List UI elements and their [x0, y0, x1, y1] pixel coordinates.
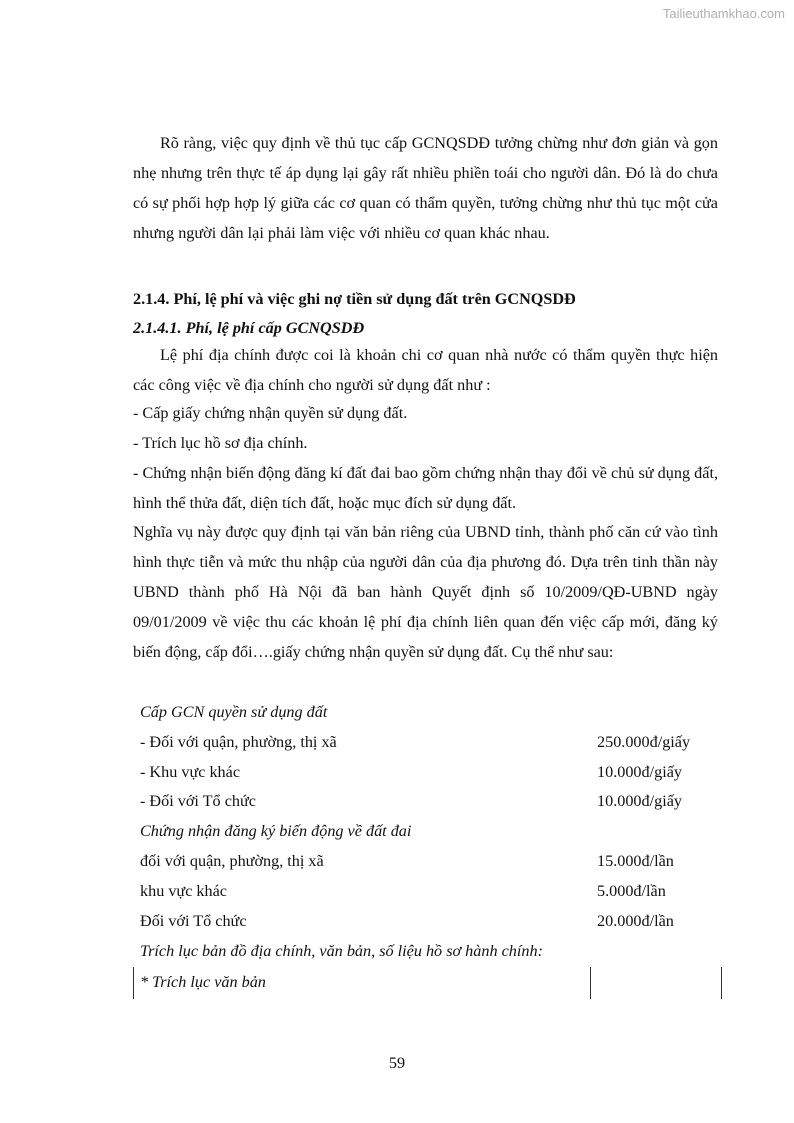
section-heading: 2.1.4. Phí, lệ phí và việc ghi nợ tiền sử dụng đất trên GCNQSDĐ	[133, 290, 576, 308]
table-border-left	[133, 967, 134, 999]
subsection-heading: 2.1.4.1. Phí, lệ phí cấp GCNQSDĐ	[133, 319, 365, 337]
fee-row	[140, 786, 720, 816]
table-cell: * Trích lục văn bản	[140, 973, 266, 991]
fee-row	[140, 727, 720, 757]
list-item: - Cấp giấy chứng nhận quyền sử dụng đất.	[133, 404, 408, 422]
fee-label: khu vực khác	[140, 882, 227, 900]
fee-value: 250.000đ/giấy	[597, 733, 691, 751]
table-border-right	[721, 967, 722, 999]
fee-section-title: Chứng nhận đăng ký biến động về đất đai	[140, 822, 412, 840]
fee-label: - Đối với quận, phường, thị xã	[140, 733, 337, 751]
list-item: - Trích lục hồ sơ địa chính.	[133, 434, 308, 452]
watermark: Tailieuthamkhao.com	[662, 6, 785, 21]
fee-row	[140, 757, 720, 787]
fee-value: 15.000đ/lần	[597, 852, 674, 870]
paragraph-fee-definition: Lệ phí địa chính được coi là khoản chi cơ quan nhà nước có thẩm quyền thực hiện các công việc về địa chính cho người sử dụng đất như :	[133, 346, 718, 394]
fee-section-title: Trích lục bản đồ địa chính, văn bản, số liệu hồ sơ hành chính:	[140, 942, 543, 960]
fee-value: 10.000đ/giấy	[597, 763, 682, 781]
paragraph-intro: Rõ ràng, việc quy định về thủ tục cấp GCNQSDĐ tưởng chừng như đơn giản và gọn nhẹ nhưng trên thực tế áp dụng lại gây rất nhiều phiền toái cho người dân. Đó là do chưa có sự phối hợp hợp lý giữa các cơ quan có thẩm quyền, tưởng chừng như thủ tục một cửa nhưng người dân lại phải làm việc với nhiều cơ quan khác nhau.	[133, 134, 718, 242]
fee-value: 5.000đ/lần	[597, 882, 666, 900]
fee-value: 20.000đ/lần	[597, 912, 674, 930]
fee-row	[140, 876, 720, 906]
list-item: - Chứng nhận biến động đăng kí đất đai bao gồm chứng nhận thay đổi về chủ sử dụng đất, hình thể thửa đất, diện tích đất, hoặc mục đích sử dụng đất.	[133, 464, 718, 512]
fee-value: 10.000đ/giấy	[597, 792, 682, 810]
table-border-middle	[590, 967, 591, 999]
fee-label: - Khu vực khác	[140, 763, 241, 781]
fee-label: - Đối với Tổ chức	[140, 792, 256, 810]
fee-row	[140, 906, 720, 936]
paragraph-regulation: Nghĩa vụ này được quy định tại văn bản riêng của UBND tỉnh, thành phố căn cứ vào tình hình thực tiễn và mức thu nhập của người dân của địa phương đó. Dựa trên tinh thần này UBND thành phố Hà Nội đã ban hành Quyết định số 10/2009/QĐ-UBND ngày 09/01/2009 về việc thu các khoản lệ phí địa chính liên quan đến việc cấp mới, đăng ký biến động, cấp đổi….giấy chứng nhận quyền sử dụng đất. Cụ thể như sau:	[133, 523, 718, 661]
fee-label: đối với quận, phường, thị xã	[140, 852, 324, 870]
fee-section-title: Cấp GCN quyền sử dụng đất	[140, 703, 328, 721]
table-row	[133, 967, 723, 999]
fee-label: Đối với Tổ chức	[140, 912, 247, 930]
page-number: 59	[388, 1054, 406, 1072]
fee-row	[140, 846, 720, 876]
